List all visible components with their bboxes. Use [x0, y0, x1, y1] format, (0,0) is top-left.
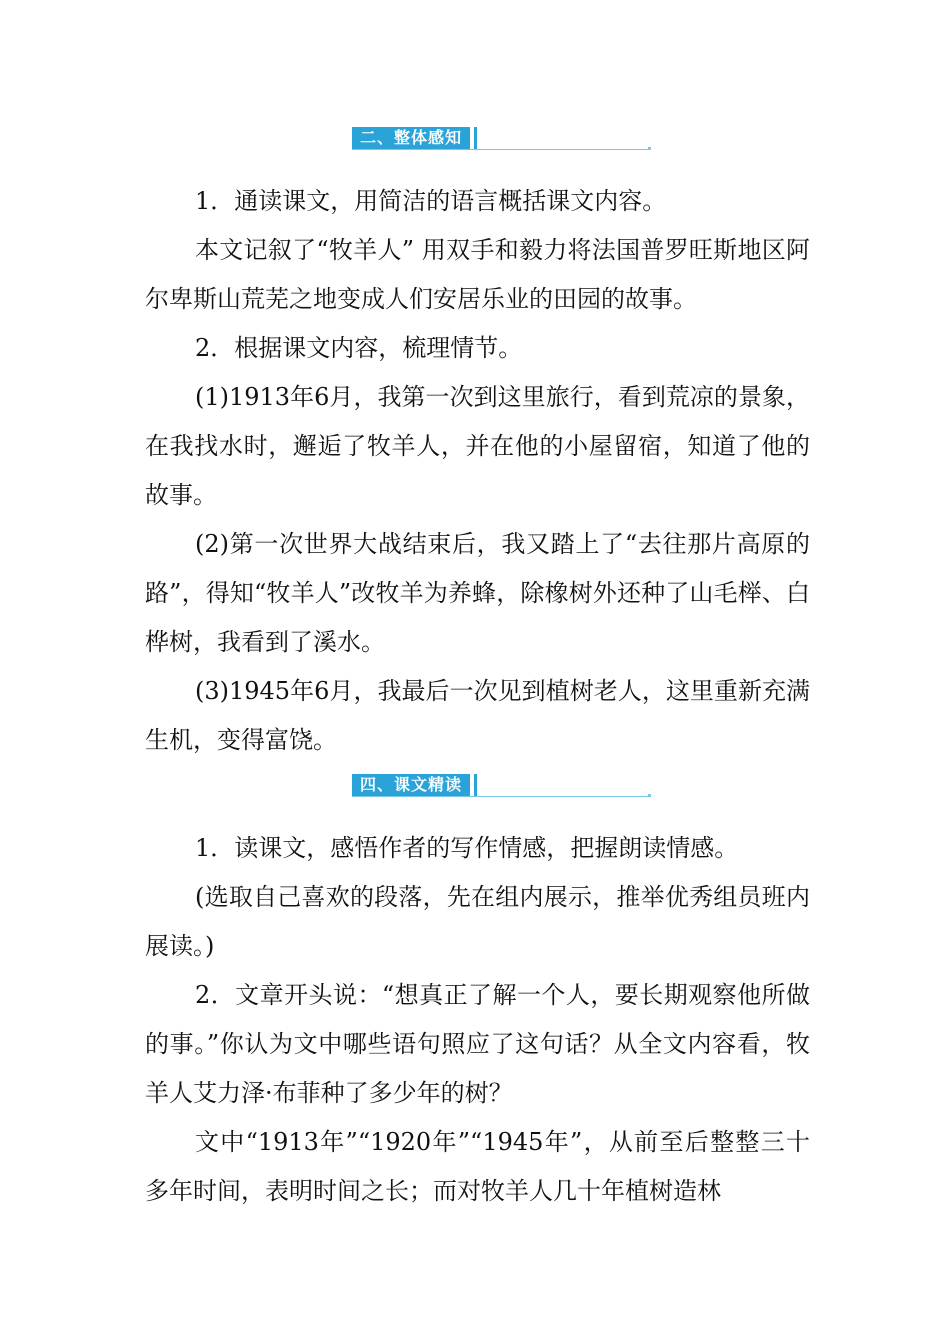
- header-underline-end: [648, 147, 651, 150]
- section-body-overall: [145, 177, 810, 765]
- header-underline: [352, 796, 648, 797]
- header-underline-end: [648, 794, 651, 797]
- paragraph: (1)1913年6月，我第一次到这里旅行，看到荒凉的景象，在我找水时，邂逅了牧羊人，并在他的小屋留宿，知道了他的故事。: [145, 383, 810, 509]
- paragraph: (2)第一次世界大战结束后，我又踏上了“去往那片高原的路”，得知“牧羊人”改牧羊为养蜂，除橡树外还种了山毛榉、白桦树，我看到了溪水。: [145, 530, 810, 656]
- paragraph: 本文记叙了“牧羊人” 用双手和毅力将法国普罗旺斯地区阿尔卑斯山荒芜之地变成人们安居乐业的田园的故事。: [145, 236, 810, 313]
- header-accent-bar: [474, 774, 477, 796]
- header-accent-bar: [474, 127, 477, 149]
- section-header-close-reading: [352, 774, 650, 800]
- section-title: 四、课文精读: [352, 774, 470, 796]
- paragraph: 2．文章开头说：“想真正了解一个人，要长期观察他所做的事。”你认为文中哪些语句照应了这句话？从全文内容看，牧羊人艾力泽·布菲种了多少年的树？: [145, 981, 810, 1107]
- header-underline: [352, 149, 648, 150]
- paragraph: (选取自己喜欢的段落，先在组内展示，推举优秀组员班内展读。): [145, 883, 810, 960]
- paragraph: (3)1945年6月，我最后一次见到植树老人，这里重新充满生机，变得富饶。: [145, 677, 810, 754]
- paragraph: 文中“1913年”“1920年”“1945年”，从前至后整整三十多年时间，表明时间之长；而对牧羊人几十年植树造林: [145, 1128, 810, 1205]
- section-body-close-reading: [145, 824, 810, 1216]
- section-header-overall: [352, 127, 650, 153]
- section-title: 二、整体感知: [352, 127, 470, 149]
- paragraph: 2．根据课文内容，梳理情节。: [195, 334, 523, 362]
- paragraph: 1．通读课文，用简洁的语言概括课文内容。: [195, 187, 667, 215]
- paragraph: 1．读课文，感悟作者的写作情感，把握朗读情感。: [195, 834, 739, 862]
